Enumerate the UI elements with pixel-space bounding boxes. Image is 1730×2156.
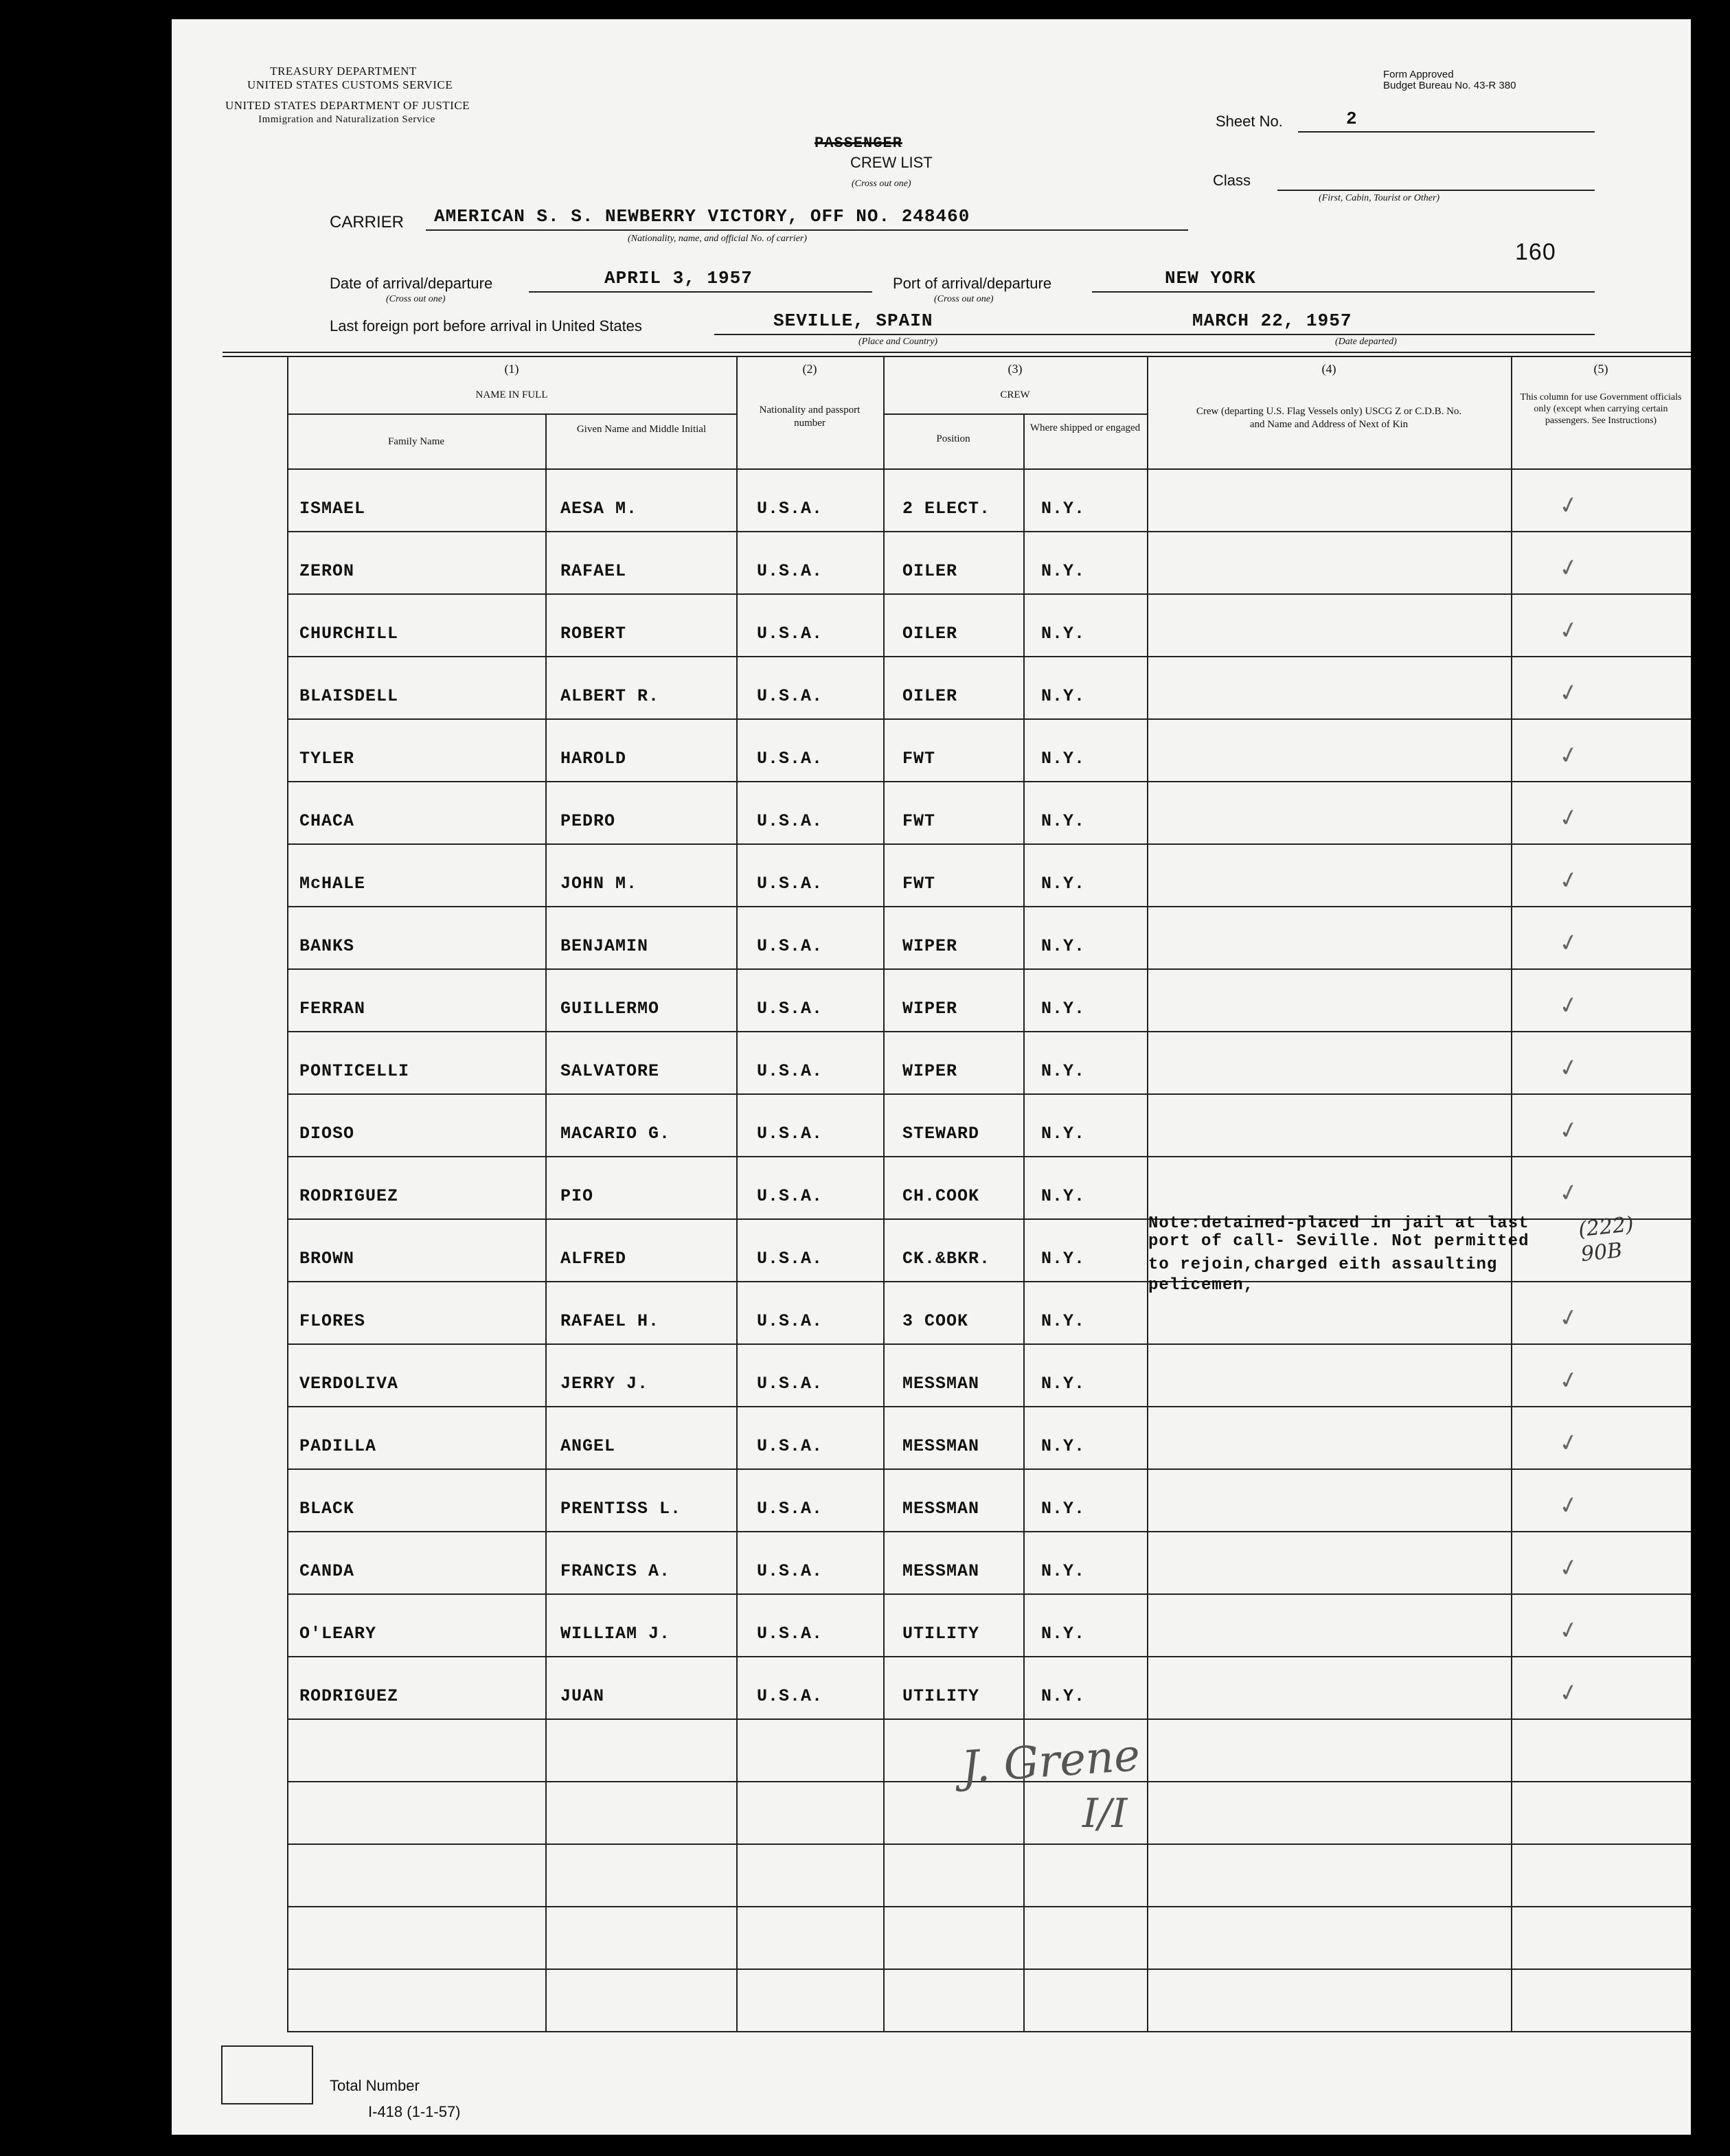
check-mark-icon: ✓: [1556, 927, 1582, 959]
row-family-name: ZERON: [299, 561, 355, 581]
row-family-name: FLORES: [299, 1311, 366, 1331]
note-line-1: Note:detained-placed in jail at last: [1148, 1214, 1529, 1233]
row-where-shipped: N.Y.: [1041, 1186, 1086, 1206]
row-rule: [287, 1156, 1691, 1157]
row-where-shipped: N.Y.: [1041, 936, 1086, 956]
port-value: NEW YORK: [1165, 268, 1256, 288]
row-rule: [287, 718, 1691, 720]
check-mark-icon: ✓: [1556, 740, 1582, 771]
row-family-name: CANDA: [299, 1561, 355, 1581]
form-number: I-418 (1-1-57): [368, 2103, 461, 2120]
row-family-name: CHURCHILL: [299, 624, 399, 644]
check-mark-icon: ✓: [1556, 1677, 1582, 1709]
row-where-shipped: N.Y.: [1041, 499, 1086, 519]
row-rule: [287, 1906, 1691, 1907]
row-given-name: HAROLD: [560, 749, 627, 769]
col1a-title: Family Name: [387, 436, 445, 447]
row-nationality: U.S.A.: [757, 1249, 823, 1269]
agency-customs: UNITED STATES CUSTOMS SERVICE: [247, 78, 453, 91]
row-position: FWT: [902, 874, 936, 894]
row-where-shipped: N.Y.: [1041, 811, 1086, 831]
col2-title: Nationality and passport number: [759, 405, 861, 429]
row-position: CK.&BKR.: [902, 1249, 991, 1269]
check-mark-icon: ✓: [1556, 1490, 1582, 1521]
date-underline: [529, 291, 872, 293]
port-underline: [1092, 291, 1595, 293]
row-nationality: U.S.A.: [757, 1561, 823, 1581]
row-nationality: U.S.A.: [757, 1374, 823, 1394]
carrier-hint: (Nationality, name, and official No. of carrier): [628, 234, 807, 244]
row-family-name: BLACK: [299, 1499, 355, 1519]
table-top-rule-2: [223, 356, 1691, 357]
row-nationality: U.S.A.: [757, 811, 823, 831]
row-where-shipped: N.Y.: [1041, 1061, 1086, 1081]
row-given-name: PIO: [560, 1186, 594, 1206]
row-rule: [287, 1593, 1691, 1595]
date-departed-hint: (Date departed): [1335, 337, 1397, 347]
row-position: FWT: [902, 811, 936, 831]
row-family-name: BANKS: [299, 936, 355, 956]
row-given-name: RAFAEL: [560, 561, 627, 581]
row-position: WIPER: [902, 1061, 958, 1081]
row-nationality: U.S.A.: [757, 1436, 823, 1456]
col3b-title: Where shipped or engaged: [1029, 422, 1141, 433]
row-position: MESSMAN: [902, 1436, 980, 1456]
row-rule: [287, 906, 1691, 907]
row-where-shipped: N.Y.: [1041, 1686, 1086, 1706]
row-rule: [287, 1093, 1691, 1095]
row-family-name: PADILLA: [299, 1436, 377, 1456]
row-family-name: BROWN: [299, 1249, 355, 1269]
row-family-name: CHACA: [299, 811, 355, 831]
col1b-title: Given Name and Middle Initial: [576, 424, 707, 435]
row-where-shipped: N.Y.: [1041, 1499, 1086, 1519]
col4-number: (4): [1321, 362, 1336, 376]
class-underline: [1277, 190, 1595, 191]
row-family-name: DIOSO: [299, 1124, 355, 1144]
row-nationality: U.S.A.: [757, 499, 823, 519]
header-mid-rule-name: [287, 413, 736, 415]
row-rule: [287, 781, 1691, 782]
row-where-shipped: N.Y.: [1041, 1436, 1086, 1456]
row-position: CH.COOK: [902, 1186, 980, 1206]
row-position: MESSMAN: [902, 1374, 980, 1394]
row-nationality: U.S.A.: [757, 936, 823, 956]
page-number: 160: [1515, 239, 1556, 265]
check-mark-icon: ✓: [1556, 552, 1582, 584]
row-position: OILER: [902, 624, 958, 644]
row-given-name: JERRY J.: [560, 1374, 649, 1394]
row-rule: [287, 1656, 1691, 1657]
col3a-title: Position: [936, 433, 970, 444]
row-nationality: U.S.A.: [757, 749, 823, 769]
col4-title: Crew (departing U.S. Flag Vessels only) USCG Z or C.D.B. No. and Name and Address of Next of Kin: [1196, 406, 1462, 430]
row-rule: [287, 1968, 1691, 1970]
col5-number: (5): [1593, 362, 1608, 376]
row-nationality: U.S.A.: [757, 1499, 823, 1519]
row-family-name: ISMAEL: [299, 499, 366, 519]
note-line-2: port of call- Seville. Not permitted: [1148, 1232, 1529, 1251]
row-nationality: U.S.A.: [757, 1311, 823, 1331]
row-position: FWT: [902, 749, 936, 769]
row-given-name: GUILLERMO: [560, 999, 660, 1019]
date-hint: (Cross out one): [386, 294, 446, 304]
row-family-name: O'LEARY: [299, 1624, 377, 1644]
title-hint: (Cross out one): [852, 179, 911, 189]
row-given-name: MACARIO G.: [560, 1124, 671, 1144]
agency-justice: UNITED STATES DEPARTMENT OF JUSTICE: [225, 99, 470, 112]
row-given-name: ALFRED: [560, 1249, 627, 1269]
row-where-shipped: N.Y.: [1041, 686, 1086, 706]
row-given-name: ANGEL: [560, 1436, 616, 1456]
last-port-value: SEVILLE, SPAIN: [773, 310, 933, 331]
class-label: Class: [1213, 172, 1251, 189]
row-where-shipped: N.Y.: [1041, 749, 1086, 769]
row-nationality: U.S.A.: [757, 874, 823, 894]
row-position: UTILITY: [902, 1624, 980, 1644]
row-position: MESSMAN: [902, 1561, 980, 1581]
last-port-label: Last foreign port before arrival in United States: [330, 317, 642, 334]
check-mark-icon: ✓: [1556, 990, 1582, 1021]
row-family-name: RODRIGUEZ: [299, 1186, 399, 1206]
row-family-name: PONTICELLI: [299, 1061, 410, 1081]
row-where-shipped: N.Y.: [1041, 874, 1086, 894]
row-rule: [287, 593, 1691, 595]
row-family-name: VERDOLIVA: [299, 1374, 399, 1394]
row-nationality: U.S.A.: [757, 1186, 823, 1206]
col-border-kin-gov: [1511, 356, 1512, 2032]
last-port-hint: (Place and Country): [858, 337, 938, 347]
form-approval-line1: Form Approved: [1383, 69, 1454, 80]
row-family-name: TYLER: [299, 749, 355, 769]
check-mark-icon: ✓: [1556, 1615, 1582, 1646]
note-line-4: pelicemen,: [1148, 1276, 1255, 1295]
check-mark-icon: ✓: [1556, 1365, 1582, 1396]
inspector-signature: J. Grene: [959, 1730, 1142, 1793]
check-mark-icon: ✓: [1556, 490, 1582, 521]
row-rule: [287, 1343, 1691, 1345]
row-position: OILER: [902, 561, 958, 581]
col5-title: This column for use Government officials only (except when carrying certain passengers. See Instructions): [1520, 392, 1682, 426]
check-mark-icon: ✓: [1556, 1427, 1582, 1459]
form-title: CREW LIST: [850, 154, 933, 171]
col-border-crew-kin: [1147, 356, 1148, 2032]
row-family-name: RODRIGUEZ: [299, 1686, 399, 1706]
row-where-shipped: N.Y.: [1041, 1561, 1086, 1581]
header-bottom-rule: [287, 468, 1691, 470]
row-given-name: JOHN M.: [560, 874, 638, 894]
row-position: WIPER: [902, 999, 958, 1019]
row-family-name: McHALE: [299, 874, 366, 894]
check-mark-icon: ✓: [1556, 677, 1582, 709]
carrier-underline: [426, 229, 1188, 231]
row-given-name: FRANCIS A.: [560, 1561, 671, 1581]
crew-list-form: [172, 19, 1691, 2135]
col-border-name-nat: [736, 356, 738, 2032]
date-departed-value: MARCH 22, 1957: [1192, 310, 1352, 331]
row-family-name: BLAISDELL: [299, 686, 399, 706]
row-position: STEWARD: [902, 1124, 980, 1144]
row-nationality: U.S.A.: [757, 1686, 823, 1706]
row-nationality: U.S.A.: [757, 624, 823, 644]
port-label: Port of arrival/departure: [893, 275, 1052, 292]
carrier-label: CARRIER: [330, 213, 405, 231]
row-where-shipped: N.Y.: [1041, 1249, 1086, 1269]
row-position: UTILITY: [902, 1686, 980, 1706]
sheet-number: 2: [1346, 109, 1358, 129]
row-rule: [287, 843, 1691, 845]
row-where-shipped: N.Y.: [1041, 624, 1086, 644]
row-given-name: RAFAEL H.: [560, 1311, 660, 1331]
row-family-name: FERRAN: [299, 999, 366, 1019]
row-rule: [287, 1718, 1691, 1720]
col3-title: CREW: [1000, 389, 1030, 400]
col-border-nat-crew: [883, 356, 885, 2032]
row-rule: [287, 968, 1691, 970]
check-mark-icon: ✓: [1556, 615, 1582, 646]
row-where-shipped: N.Y.: [1041, 1124, 1086, 1144]
col2-number: (2): [802, 362, 817, 376]
form-approval-line2: Budget Bureau No. 43-R 380: [1383, 80, 1516, 91]
table-top-rule-1: [223, 352, 1691, 353]
agency-treasury: TREASURY DEPARTMENT: [270, 65, 417, 78]
row-where-shipped: N.Y.: [1041, 999, 1086, 1019]
row-rule: [287, 1531, 1691, 1532]
row-given-name: JUAN: [560, 1686, 605, 1706]
row-rule: [287, 656, 1691, 657]
note-line-3: to rejoin,charged eith assaulting: [1148, 1256, 1498, 1274]
inspector-initials: I/I: [1082, 1790, 1128, 1837]
agency-ins: Immigration and Naturalization Service: [258, 114, 435, 125]
row-rule: [287, 1031, 1691, 1032]
check-mark-icon: ✓: [1556, 1177, 1582, 1209]
row-nationality: U.S.A.: [757, 561, 823, 581]
check-mark-icon: ✓: [1556, 802, 1582, 834]
row-given-name: SALVATORE: [560, 1061, 660, 1081]
carrier-value: AMERICAN S. S. NEWBERRY VICTORY, OFF NO. 248460: [434, 206, 970, 227]
row-position: 2 ELECT.: [902, 499, 991, 519]
date-departed-underline: [1174, 334, 1595, 335]
row-rule: [287, 1468, 1691, 1470]
row-where-shipped: N.Y.: [1041, 1311, 1086, 1331]
row-where-shipped: N.Y.: [1041, 561, 1086, 581]
col3-number: (3): [1008, 362, 1023, 376]
port-hint: (Cross out one): [934, 294, 994, 304]
handwritten-note-code: (222) 90B: [1577, 1212, 1635, 1267]
row-given-name: WILLIAM J.: [560, 1624, 671, 1644]
row-nationality: U.S.A.: [757, 999, 823, 1019]
row-position: MESSMAN: [902, 1499, 980, 1519]
row-nationality: U.S.A.: [757, 1624, 823, 1644]
row-given-name: ALBERT R.: [560, 686, 660, 706]
sheet-label: Sheet No.: [1216, 113, 1283, 130]
row-where-shipped: N.Y.: [1041, 1374, 1086, 1394]
sheet-underline: [1298, 131, 1595, 133]
class-hint: (First, Cabin, Tourist or Other): [1319, 193, 1440, 203]
col1-title: NAME IN FULL: [475, 389, 548, 400]
date-label: Date of arrival/departure: [330, 275, 493, 292]
row-position: OILER: [902, 686, 958, 706]
check-mark-icon: ✓: [1556, 1052, 1582, 1084]
col1-number: (1): [504, 362, 519, 376]
header-mid-rule-crew: [883, 413, 1147, 415]
title-struck-passenger: PASSENGER: [815, 135, 902, 152]
date-value: APRIL 3, 1957: [604, 268, 753, 288]
row-rule: [287, 1406, 1691, 1407]
check-mark-icon: ✓: [1556, 1115, 1582, 1146]
row-nationality: U.S.A.: [757, 686, 823, 706]
row-where-shipped: N.Y.: [1041, 1624, 1086, 1644]
row-nationality: U.S.A.: [757, 1124, 823, 1144]
row-rule: [287, 531, 1691, 532]
row-rule: [287, 1843, 1691, 1845]
total-number-label: Total Number: [330, 2077, 420, 2094]
row-given-name: PRENTISS L.: [560, 1499, 682, 1519]
row-rule: [287, 2031, 1691, 2032]
row-nationality: U.S.A.: [757, 1061, 823, 1081]
row-given-name: AESA M.: [560, 499, 638, 519]
row-given-name: PEDRO: [560, 811, 616, 831]
check-mark-icon: ✓: [1556, 1302, 1582, 1334]
check-mark-icon: ✓: [1556, 865, 1582, 896]
check-mark-icon: ✓: [1556, 1552, 1582, 1584]
col-border-left: [287, 356, 288, 2032]
row-position: WIPER: [902, 936, 958, 956]
row-given-name: ROBERT: [560, 624, 627, 644]
row-given-name: BENJAMIN: [560, 936, 649, 956]
total-number-box: [221, 2045, 313, 2104]
row-rule: [287, 1281, 1691, 1282]
row-position: 3 COOK: [902, 1311, 969, 1331]
